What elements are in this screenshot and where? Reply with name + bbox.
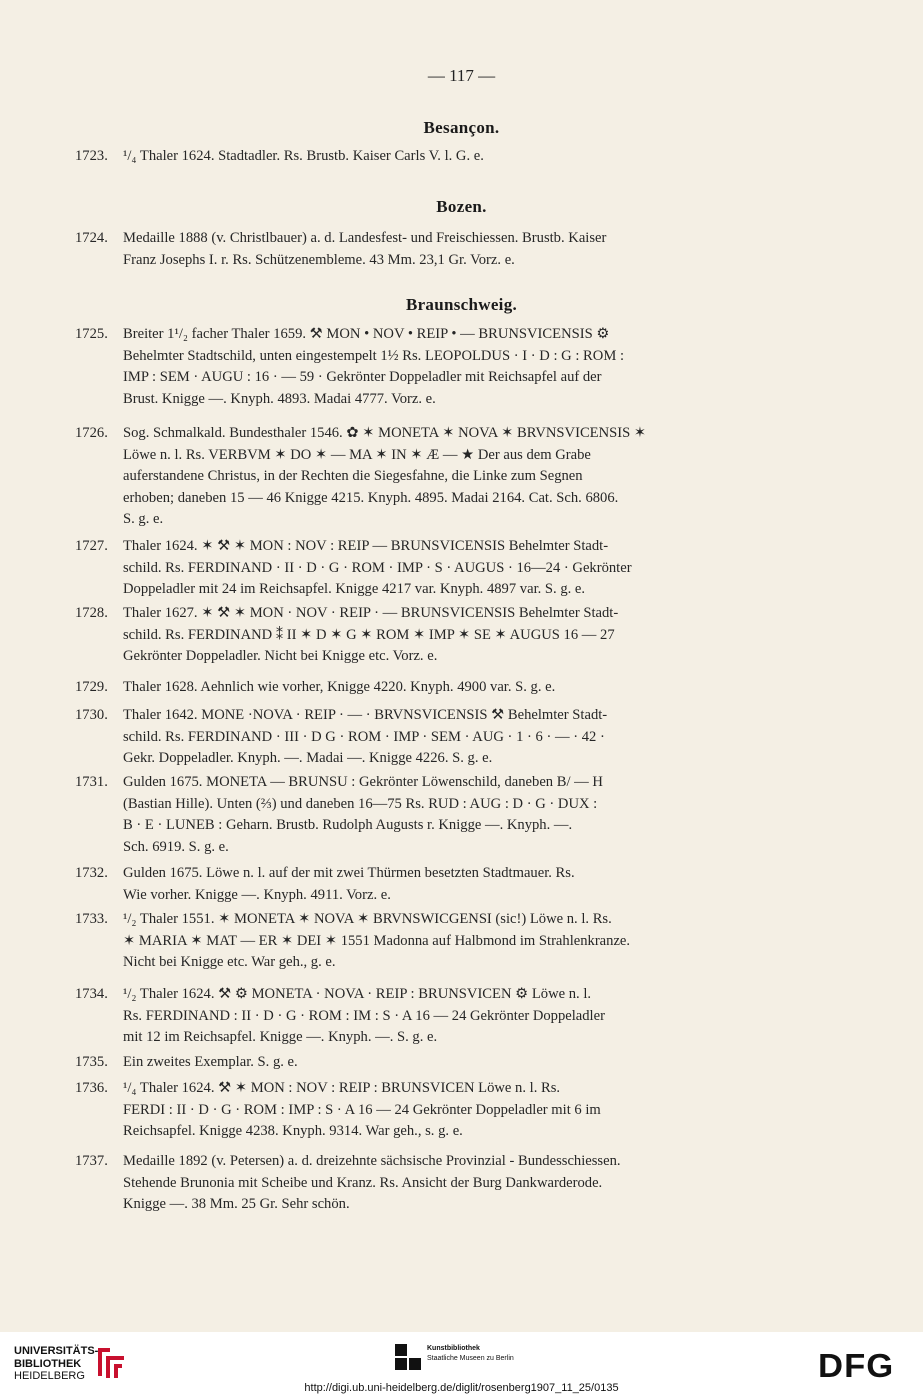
catalog-entry (75, 705, 775, 770)
catalog-entry (75, 324, 775, 410)
catalog-entry (75, 677, 775, 699)
entry-number: 1733. (75, 911, 108, 927)
kunstbibliothek-logo-icon (395, 1344, 421, 1372)
catalog-entry (75, 1052, 775, 1074)
entry-number: 1736. (75, 1080, 108, 1096)
entry-line: Doppeladler mit 24 im Reichsapfel. Knigge 4217 var. Knyph. 4897 var. S. g. e. (123, 581, 586, 597)
entry-line: Gulden 1675. MONETA — BRUNSU : Gekrönter Löwenschild, daneben B/ — H (123, 774, 603, 790)
entry-line: Gulden 1675. Löwe n. l. auf der mit zwei Thürmen besetzten Stadtmauer. Rs. (123, 865, 575, 881)
entry-line: Löwe n. l. Rs. VERBVM ✶ DO ✶ — MA ✶ IN ✶ Æ — ★ Der aus dem Grabe (123, 446, 591, 463)
entry-line: Franz Josephs I. r. Rs. Schützenembleme. 43 Mm. 23,1 Gr. Vorz. e. (123, 251, 515, 268)
catalog-entry (75, 146, 775, 168)
entry-number: 1732. (75, 865, 108, 881)
entry-line: Reichsapfel. Knigge 4238. Knyph. 9314. War geh., s. g. e. (123, 1123, 463, 1139)
dfg-logo: DFG (818, 1347, 895, 1384)
university-logo-icon (96, 1346, 126, 1380)
catalog-entry (75, 536, 775, 601)
footer-bar (0, 1332, 923, 1396)
entry-line: Thaler 1642. MONE ·NOVA · REIP · — · BRVNSVICENSIS ⚒ Behelmter Stadt- (123, 707, 608, 723)
entry-line: Gekrönter Doppeladler. Nicht bei Knigge etc. Vorz. e. (123, 648, 438, 664)
entry-number: 1735. (75, 1054, 108, 1070)
page-number: — 117 — (427, 66, 496, 85)
entry-line: ¹/₄ Thaler 1624. ⚒ ✶ MON : NOV : REIP : BRUNSVICEN Löwe n. l. Rs. (123, 1080, 561, 1096)
catalog-entry (75, 603, 775, 668)
entry-number: 1726. (75, 425, 108, 441)
entry-line: FERDI : II · D · G · ROM : IMP : S · A 16 — 24 Gekrönter Doppeladler mit 6 im (123, 1101, 601, 1118)
entry-line: IMP : SEM · AUGU : 16 · — 59 · Gekrönter Doppeladler mit Reichsapfel auf der (123, 369, 602, 385)
entry-line: ¹/₄ Thaler 1624. Stadtadler. Rs. Brustb. Kaiser Carls V. l. G. e. (123, 148, 484, 164)
uni-line: HEIDELBERG (14, 1370, 85, 1382)
entry-line: (Bastian Hille). Unten (⅔) und daneben 16—75 Rs. RUD : AUG : D · G · DUX : (123, 795, 598, 812)
entry-line: Breiter 1¹/₂ facher Thaler 1659. ⚒ MON • NOV • REIP • — BRUNSVICENSIS ⚙ (123, 326, 610, 342)
entry-line: schild. Rs. FERDINAND ⁑ II ✶ D ✶ G ✶ ROM ✶ IMP ✶ SE ✶ AUGUS 16 — 27 (123, 626, 615, 643)
entry-line: Wie vorher. Knigge —. Knyph. 4911. Vorz. e. (123, 886, 391, 903)
university-library-name (14, 1345, 98, 1383)
entry-line: S. g. e. (123, 511, 164, 527)
entry-line: Thaler 1628. Aehnlich wie vorher, Knigge 4220. Knyph. 4900 var. S. g. e. (123, 679, 556, 695)
source-url[interactable]: http://digi.ub.uni-heidelberg.de/diglit/rosenberg1907_11_25/0135 (304, 1382, 619, 1394)
catalog-entry (75, 863, 775, 906)
kb-line: Staatliche Museen zu Berlin (427, 1355, 514, 1362)
entry-number: 1731. (75, 774, 108, 790)
catalog-entry (75, 772, 775, 858)
entry-number: 1730. (75, 707, 108, 723)
uni-line: UNIVERSITÄTS- (14, 1345, 99, 1357)
entry-line: ✶ MARIA ✶ MAT — ER ✶ DEI ✶ 1551 Madonna auf Halbmond im Strahlenkranze. (123, 932, 631, 949)
entry-line: ¹/₂ Thaler 1624. ⚒ ⚙ MONETA · NOVA · REIP : BRUNSVICEN ⚙ Löwe n. l. (123, 986, 592, 1002)
kunstbibliothek-name (427, 1344, 514, 1364)
uni-line: BIBLIOTHEK (14, 1357, 82, 1370)
entry-line: Stehende Brunonia mit Scheibe und Kranz. Rs. Ansicht der Burg Dankwarderode. (123, 1174, 603, 1191)
entry-line: mit 12 im Reichsapfel. Knigge —. Knyph. —. S. g. e. (123, 1029, 438, 1045)
entry-line: B · E · LUNEB : Geharn. Brustb. Rudolph Augusts r. Knigge —. Knyph. —. (123, 817, 573, 833)
entry-line: auferstandene Christus, in der Rechten die Siegesfahne, die Linke zum Segnen (123, 468, 583, 484)
entry-number: 1725. (75, 326, 108, 342)
entry-line: Thaler 1624. ✶ ⚒ ✶ MON : NOV : REIP — BRUNSVICENSIS Behelmter Stadt- (123, 538, 609, 554)
entry-line: Medaille 1888 (v. Christlbauer) a. d. Landesfest- und Freischiessen. Brustb. Kaiser (123, 230, 607, 246)
entry-line: erhoben; daneben 15 — 46 Knigge 4215. Knyph. 4895. Madai 2164. Cat. Sch. 6806. (123, 489, 619, 506)
kb-line: Kunstbibliothek (427, 1345, 480, 1352)
catalog-entry (75, 423, 775, 531)
entry-line: Thaler 1627. ✶ ⚒ ✶ MON · NOV · REIP · — BRUNSVICENSIS Behelmter Stadt- (123, 605, 619, 621)
entry-line: Nicht bei Knigge etc. War geh., g. e. (123, 954, 336, 970)
catalog-entry (75, 909, 775, 974)
entry-number: 1734. (75, 986, 108, 1002)
entry-line: Rs. FERDINAND : II · D · G · ROM : IM : S · A 16 — 24 Gekrönter Doppeladler (123, 1007, 605, 1024)
entry-number: 1729. (75, 679, 108, 695)
entry-line: schild. Rs. FERDINAND · II · D · G · ROM · IMP · S · AUGUS · 16—24 · Gekrönter (123, 559, 632, 576)
entry-number: 1724. (75, 230, 108, 246)
catalog-entry (75, 1078, 775, 1143)
section-heading-bozen: Bozen. (436, 197, 487, 216)
entry-line: Knigge —. 38 Mm. 25 Gr. Sehr schön. (123, 1196, 350, 1212)
entry-line: schild. Rs. FERDINAND · III · D G · ROM · IMP · SEM · AUG · 1 · 6 · — · 42 · (123, 728, 605, 745)
entry-line: Brust. Knigge —. Knyph. 4893. Madai 4777. Vorz. e. (123, 390, 436, 407)
entry-line: Sog. Schmalkald. Bundesthaler 1546. ✿ ✶ MONETA ✶ NOVA ✶ BRVNSVICENSIS ✶ (123, 425, 647, 441)
entry-number: 1723. (75, 148, 108, 164)
entry-number: 1727. (75, 538, 108, 554)
entry-line: Sch. 6919. S. g. e. (123, 838, 229, 855)
entry-number: 1728. (75, 605, 108, 621)
entry-line: Medaille 1892 (v. Petersen) a. d. dreizehnte sächsische Provinzial - Bundesschiessen. (123, 1153, 621, 1169)
catalog-entry (75, 228, 775, 271)
entry-line: Gekr. Doppeladler. Knyph. —. Madai —. Knigge 4226. S. g. e. (123, 750, 493, 766)
entry-line: ¹/₂ Thaler 1551. ✶ MONETA ✶ NOVA ✶ BRVNSWICGENSI (sic!) Löwe n. l. Rs. (123, 911, 612, 927)
catalog-entry (75, 984, 775, 1049)
section-heading-braunschweig: Braunschweig. (405, 295, 518, 314)
section-heading-besancon: Besançon. (423, 118, 500, 137)
catalog-entry (75, 1151, 775, 1216)
entry-number: 1737. (75, 1153, 108, 1169)
entry-line: Ein zweites Exemplar. S. g. e. (123, 1054, 298, 1070)
entry-line: Behelmter Stadtschild, unten eingestempelt 1½ Rs. LEOPOLDUS · I · D : G : ROM : (123, 347, 624, 364)
